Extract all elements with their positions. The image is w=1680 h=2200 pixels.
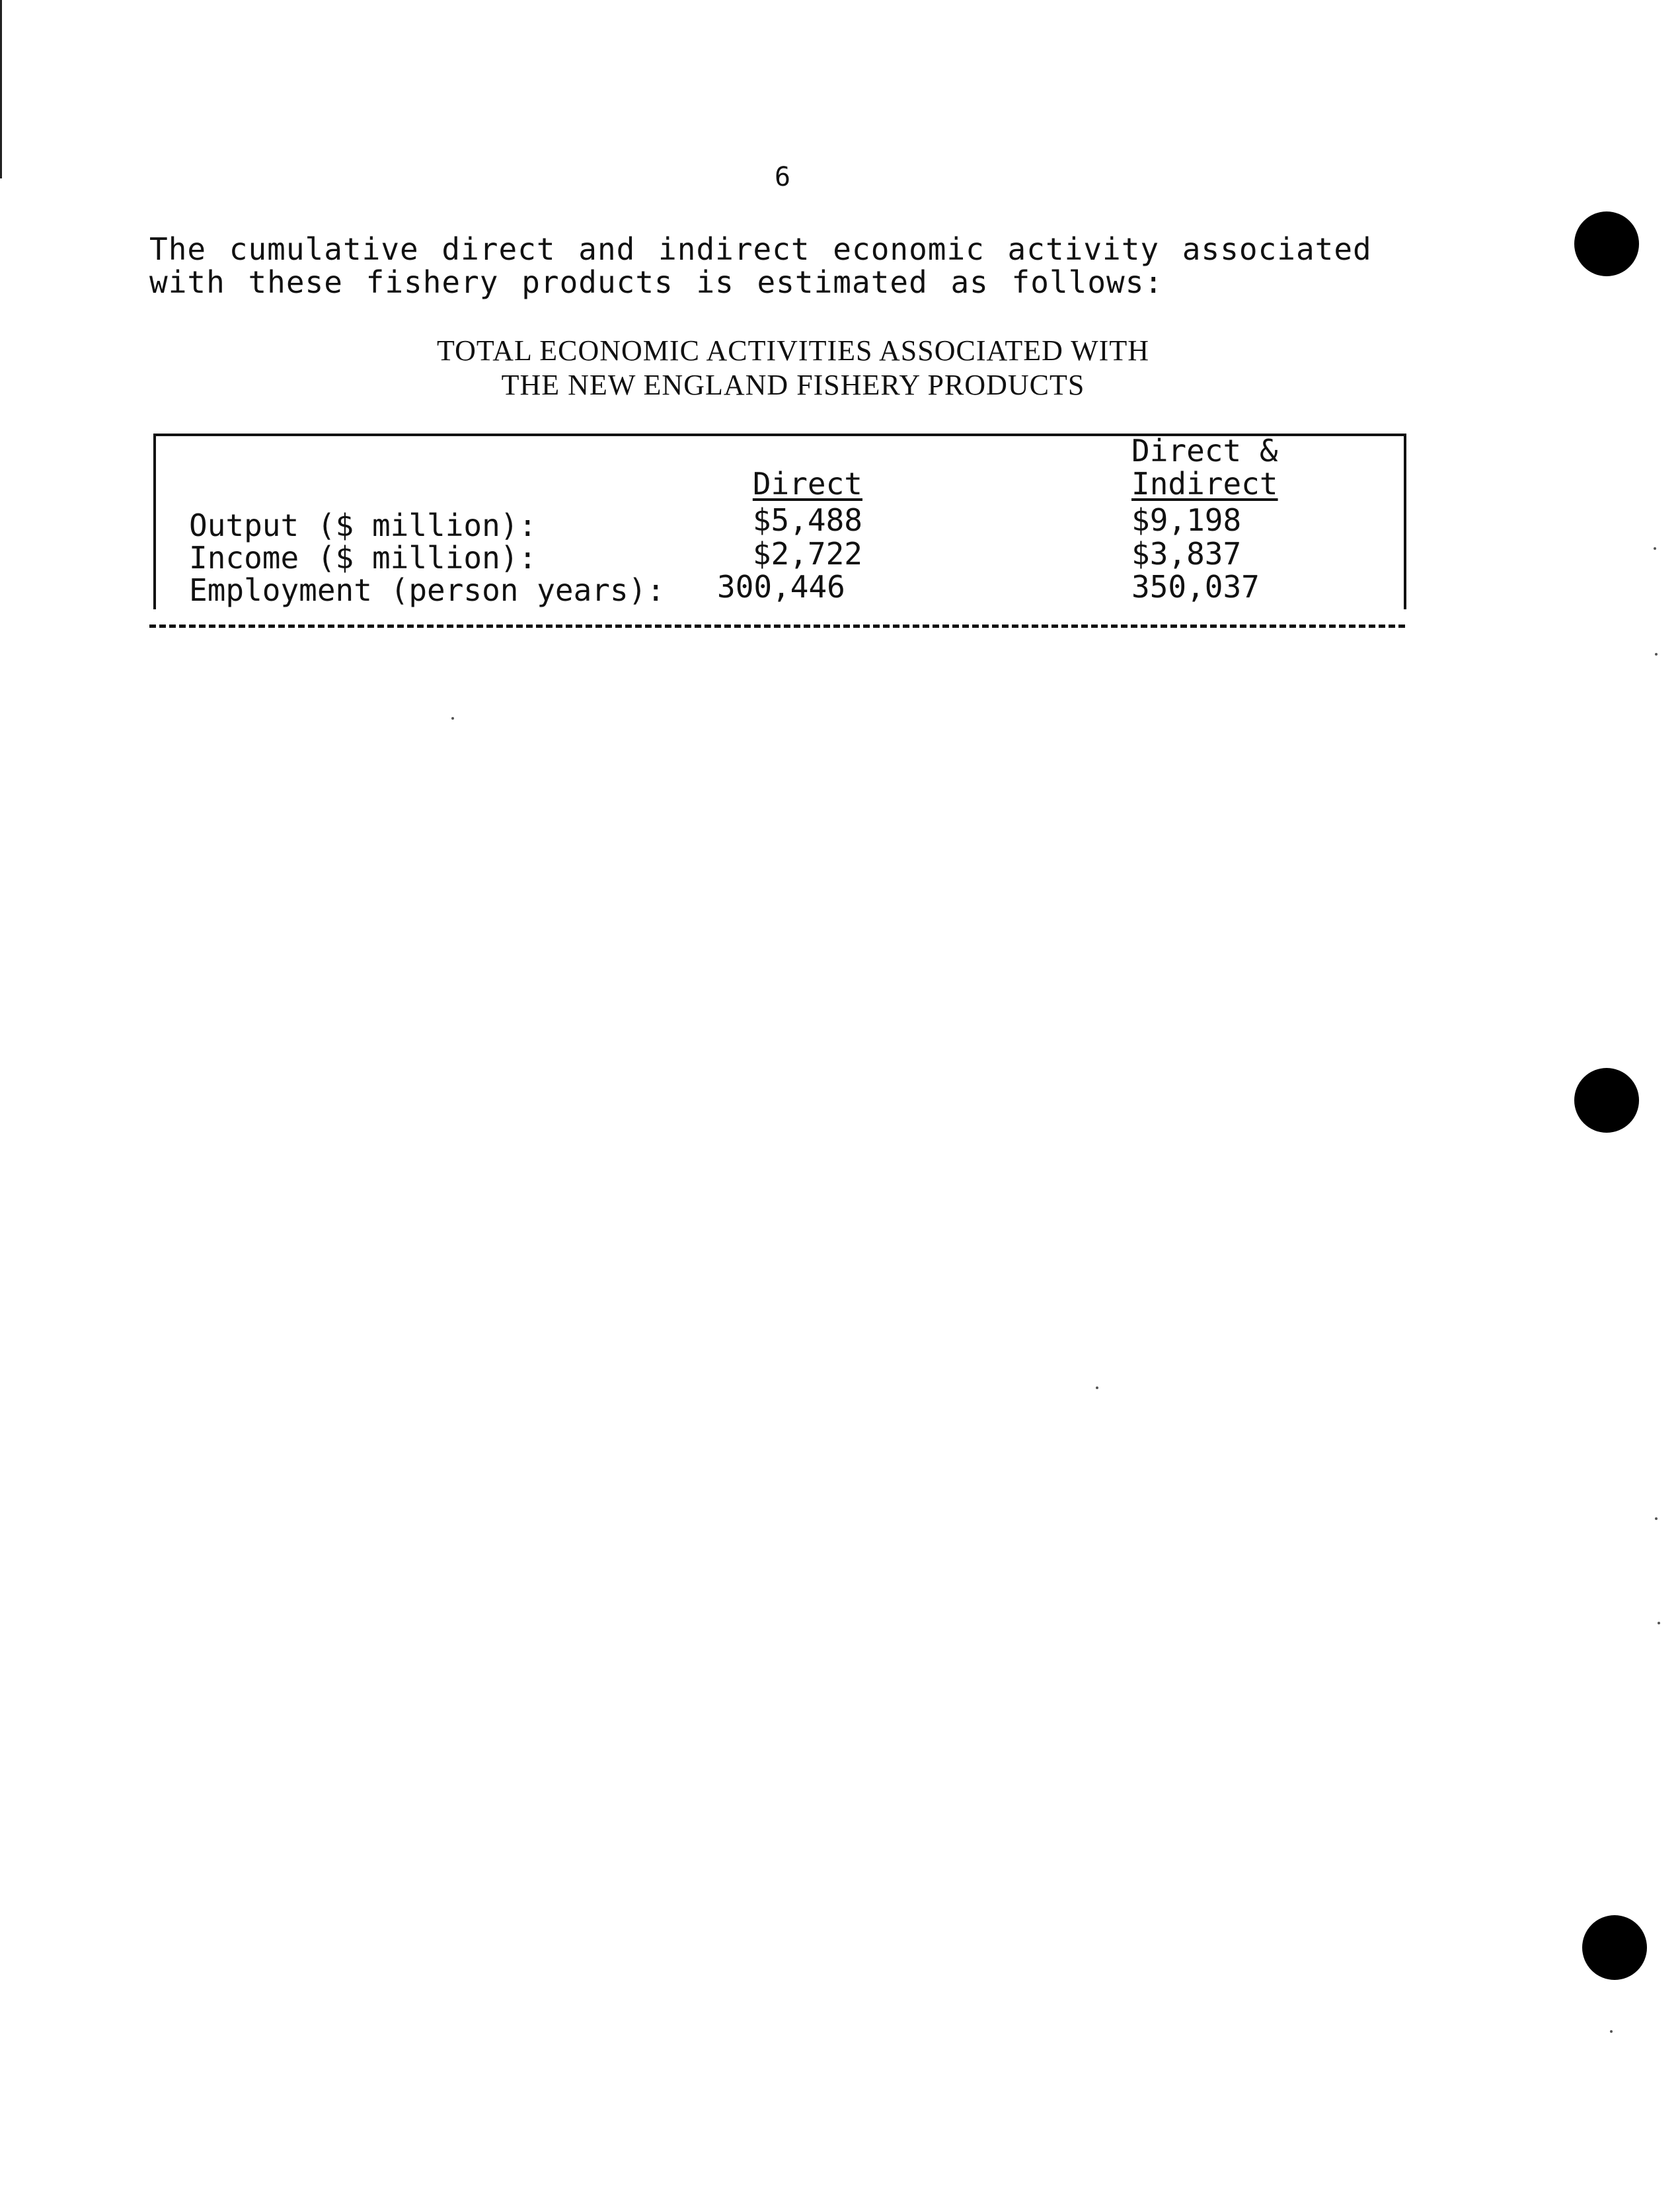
header-indirect: Indirect xyxy=(1131,466,1278,502)
intro-line-2: with these fishery products is estimated as follows: xyxy=(149,264,1164,300)
binder-hole-top xyxy=(1574,211,1639,276)
table-title-line-1: TOTAL ECONOMIC ACTIVITIES ASSOCIATED WITH xyxy=(437,334,1149,367)
table-title-line-2: THE NEW ENGLAND FISHERY PRODUCTS xyxy=(501,369,1085,401)
binder-hole-bottom xyxy=(1582,1915,1647,1980)
scan-speck xyxy=(1658,1622,1660,1624)
row-label-output: Output ($ million): xyxy=(189,508,537,543)
table-title xyxy=(330,334,1256,402)
cell-income-combined: $3,837 xyxy=(1131,536,1242,572)
binder-hole-middle xyxy=(1574,1068,1639,1133)
scan-speck xyxy=(1096,1386,1098,1389)
scan-speck xyxy=(1655,1517,1658,1520)
row-label-income: Income ($ million): xyxy=(189,540,537,576)
cell-employment-combined: 350,037 xyxy=(1131,569,1260,605)
scan-speck xyxy=(1610,2030,1613,2033)
scan-speck xyxy=(1654,547,1656,550)
intro-paragraph xyxy=(149,233,1445,299)
table-bottom-rule xyxy=(149,625,1405,628)
cell-income-direct: $2,722 xyxy=(752,536,862,572)
cell-output-combined: $9,198 xyxy=(1131,502,1242,538)
scan-speck xyxy=(451,717,454,720)
scan-speck xyxy=(1655,653,1658,656)
header-direct-and-label: Direct & xyxy=(1131,433,1278,469)
cell-employment-direct: 300,446 xyxy=(717,569,845,605)
row-label-employment: Employment (person years): xyxy=(189,572,666,608)
page-number: 6 xyxy=(775,162,791,192)
page-edge-mark xyxy=(0,0,2,178)
header-direct: Direct xyxy=(752,466,862,502)
cell-output-direct: $5,488 xyxy=(752,502,862,538)
intro-line-1: The cumulative direct and indirect economic activity associated xyxy=(149,231,1372,267)
